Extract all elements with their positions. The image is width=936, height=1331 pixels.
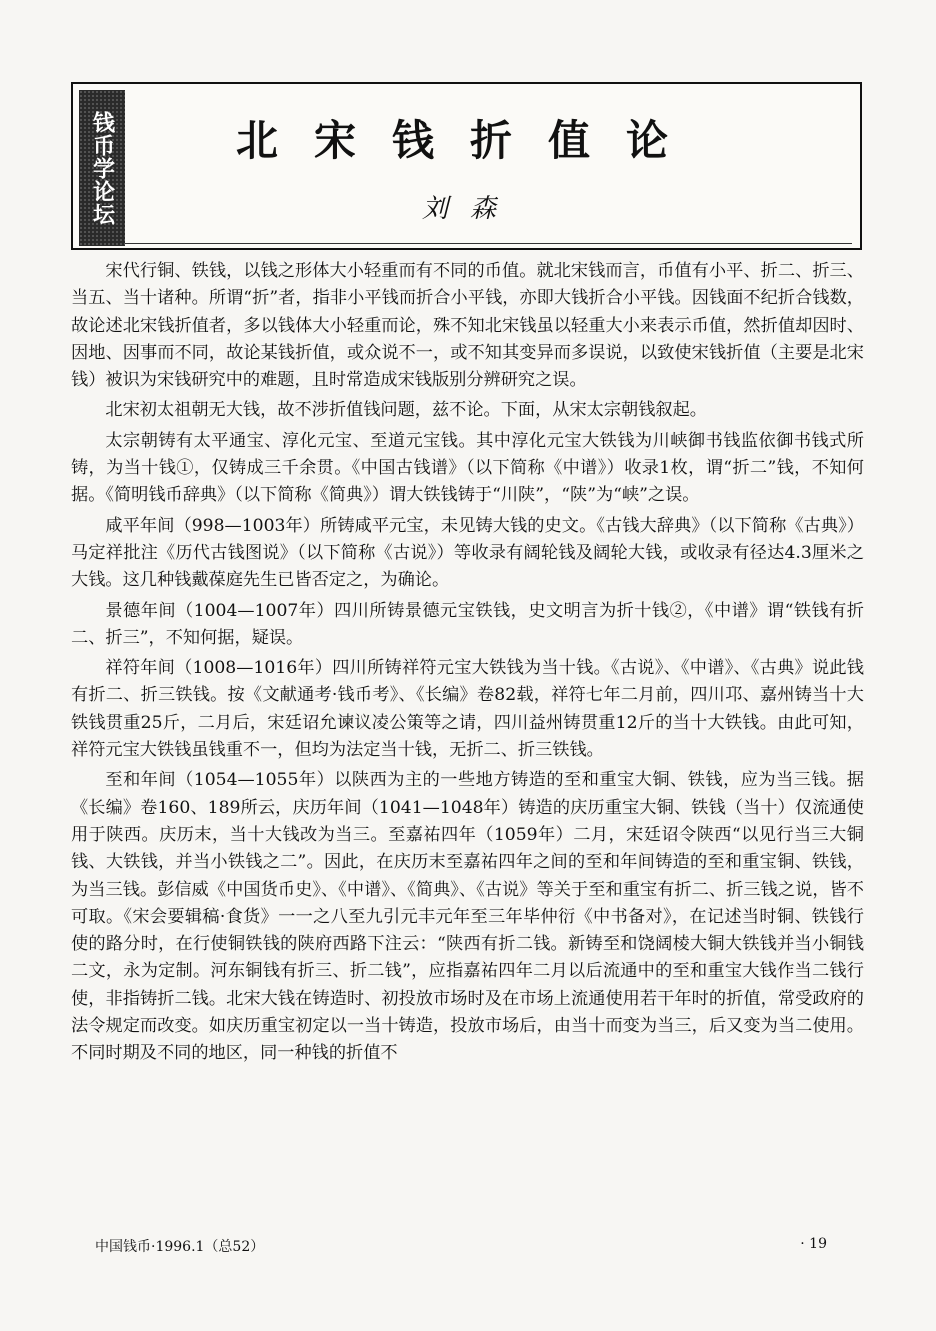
journal-source: 中国钱币·1996.1（总52）: [95, 1239, 265, 1255]
paragraph: 宋代行铜、铁钱，以钱之形体大小轻重而有不同的币值。就北宋钱而言，币值有小平、折二、折三、当五、当十诸种。所谓“折”者，指非小平钱而折合小平钱，亦即大钱折合小平钱。因钱面不纪折合钱数，故论述北宋钱折值者，多以钱体大小轻重而论，殊不知北宋钱虽以轻重大小来表示币值，然折值却因时、因地、因事而不同，故论某钱折值，或众说不一，或不知其变异而多误说，以致使宋钱折值（主要是北宋钱）被识为宋钱研究中的难题，且时常造成宋钱版别分辨研究之误。: [71, 261, 864, 391]
paragraph: 祥符年间（1008—1016年）四川所铸祥符元宝大铁钱为当十钱。《古说》、《中谱》、《古典》说此钱有折二、折三铁钱。按《文献通考·钱币考》、《长编》卷82载，祥符七年二月前，四川邛、嘉州铸当十大铁钱贯重25斤，二月后，宋廷诏允谏议凌公策等之请，四川益州铸贯重12斤的当十大铁钱。由此可知，祥符元宝大铁钱虽钱重不一，但均为法定当十钱，无折二、折三铁钱。: [71, 658, 864, 761]
paragraph: 北宋初太祖朝无大钱，故不涉折值钱问题，兹不论。下面，从宋太宗朝钱叙起。: [105, 400, 707, 421]
paragraph: 咸平年间（998—1003年）所铸咸平元宝，未见铸大钱的史文。《古钱大辞典》（以下简称《古典》）马定祥批注《历代古钱图说》（以下简称《古说》）等收录有阔轮钱及阔轮大钱，或收录有径达4.3厘米之大钱。这几种钱戴葆庭先生已皆否定之，为确论。: [71, 515, 864, 591]
paragraph: 至和年间（1054—1055年）以陕西为主的一些地方铸造的至和重宝大铜、铁钱，应为当三钱。据《长编》卷160、189所云，庆历年间（1041—1048年）铸造的庆历重宝大铜、铁钱（当十）仅流通使用于陕西。庆历末，当十大钱改为当三。至嘉祐四年（1059年）二月，宋廷诏令陕西“以见行当三大铜钱、大铁钱，并当小铁钱之二”。因此，在庆历末至嘉祐四年之间的至和年间铸造的至和重宝铜、铁钱，为当三钱。彭信威《中国货币史》、《中谱》、《简典》、《古说》等关于至和重宝有折二、折三钱之说，皆不可取。《宋会要辑稿·食货》一一之八至九引元丰元年至三年毕仲衍《中书备对》，在记述当时铜、铁钱行使的路分时，在行使铜铁钱的陕府西路下注云：“陕西有折二钱。新铸至和饶阔棱大铜大铁钱并当小铜钱二文，永为定制。河东铜钱有折三、折二钱”，应指嘉祐四年二月以后流通中的至和重宝大钱作当二钱行使，非指铸折二钱。北宋大钱在铸造时、初投放市场时及在市场上流通使用若干年时的折值，常受政府的法令规定而改变。如庆历重宝初定以一当十铸造，投放市场后，由当十而变为当三，后又变为当二使用。不同时期及不同的地区，同一种钱的折值不: [71, 770, 864, 1064]
article-body: [71, 258, 864, 1071]
author-name: 刘森: [421, 194, 518, 224]
paragraph: 景德年间（1004—1007年）四川所铸景德元宝铁钱，史文明言为折十钱②，《中谱》谓“铁钱有折二、折三”，不知何据，疑误。: [71, 600, 864, 648]
paragraph: 太宗朝铸有太平通宝、淳化元宝、至道元宝钱。其中淳化元宝大铁钱为川峡御书钱监依御书钱式所铸，为当十钱①，仅铸成三千余贯。《中国古钱谱》（以下简称《中谱》）收录1枚，谓“折二”钱，不知何据。《简明钱币辞典》（以下简称《简典》）谓大铁钱铸于“川陕”，“陕”为“峡”之误。: [71, 430, 864, 506]
article-title: 北宋钱折值论: [235, 116, 704, 165]
title-box-underline: [81, 243, 852, 244]
page-number: · 19: [800, 1236, 827, 1252]
page-footer: [95, 1236, 845, 1256]
column-tag: 钱币学论坛: [79, 90, 125, 246]
